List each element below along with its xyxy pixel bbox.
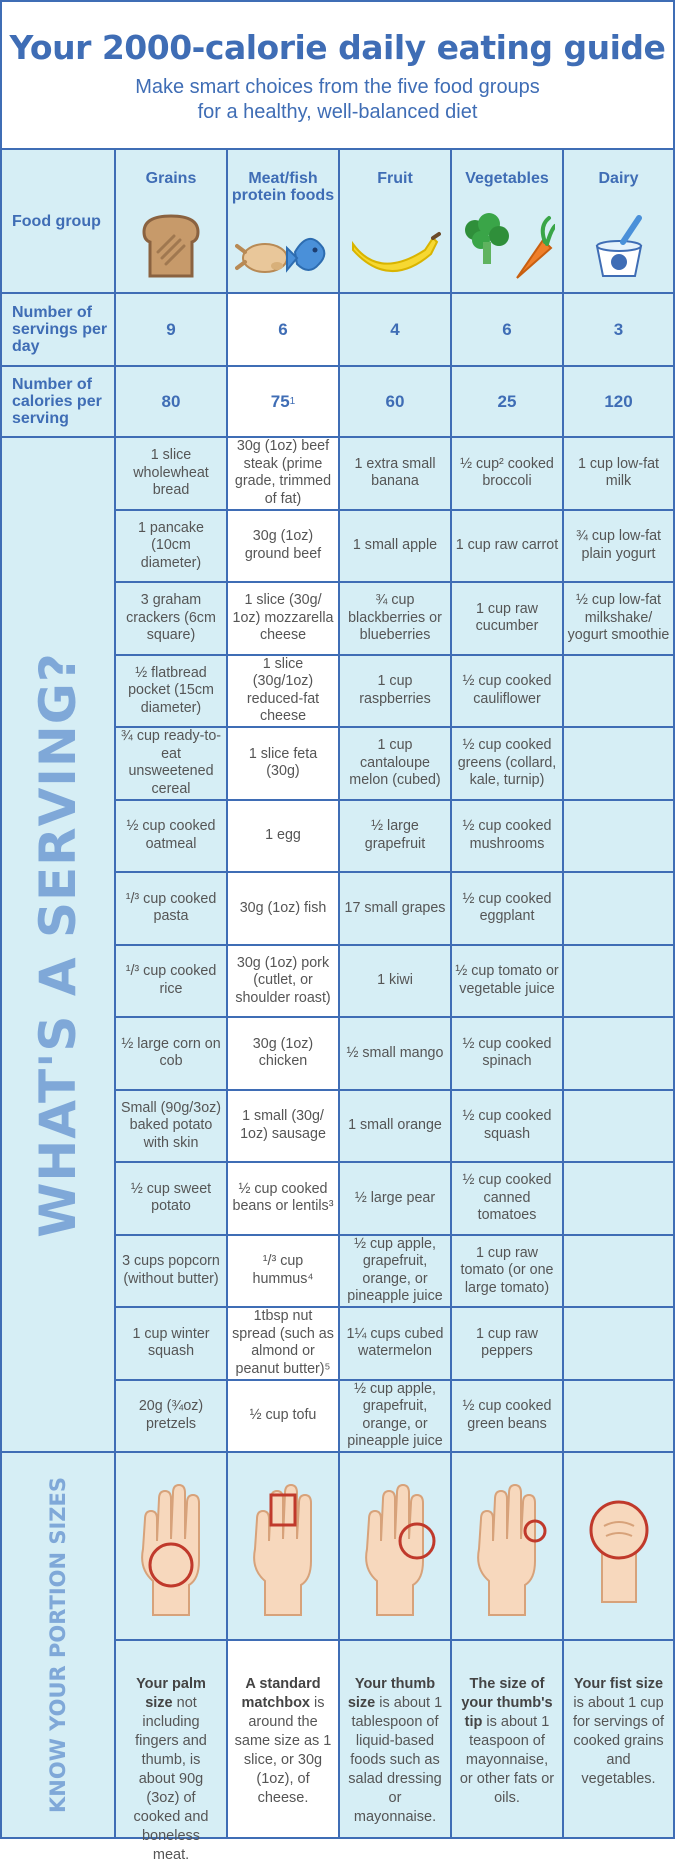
column-title: Vegetables: [465, 170, 549, 187]
servings-number: 9: [166, 319, 176, 339]
portion-illustration: [116, 1453, 228, 1641]
serving-cell: 20g (¾oz) pretzels: [116, 1381, 228, 1454]
portion-text: not including fingers and thumb, is about 90g (3oz) of cooked and boneless meat.: [133, 1695, 209, 1863]
serving-cell: ½ cup cooked greens (collard, kale, turnip): [452, 728, 564, 801]
serving-cell: 30g (1oz) chicken: [228, 1018, 340, 1091]
serving-cell: 1 cup raw tomato (or one large tomato): [452, 1236, 564, 1309]
serving-cell: [564, 1091, 673, 1164]
portion-illustration: [228, 1453, 340, 1641]
serving-cell: 1 cup winter squash: [116, 1308, 228, 1381]
serving-cell: ¾ cup blackberries or blueberries: [340, 583, 452, 656]
whats-a-serving-text: WHAT'S A SERVING?: [29, 651, 88, 1238]
serving-cell: ¹/³ cup cooked pasta: [116, 873, 228, 946]
serving-cell: 1 extra small banana: [340, 438, 452, 511]
serving-cell: 30g (1oz) beef steak (prime grade, trimmed of fat): [228, 438, 340, 511]
portion-bold-text: A standard matchbox: [241, 1676, 321, 1711]
column-header-fruit: [340, 150, 452, 294]
serving-cell: ½ cup tomato or vegetable juice: [452, 946, 564, 1019]
thumb-hand-icon: [345, 1469, 445, 1624]
portion-text: is about 1 teaspoon of mayonnaise, or other fats or oils.: [459, 1714, 555, 1806]
serving-cell: ½ cup low-fat milkshake/ yogurt smoothie: [564, 583, 673, 656]
serving-cell: 1 small orange: [340, 1091, 452, 1164]
serving-cell: 1¼ cups cubed watermelon: [340, 1308, 452, 1381]
banana-icon: [340, 230, 450, 282]
serving-cell: ½ cup apple, grapefruit, orange, or pineapple juice: [340, 1236, 452, 1309]
calories-number: 80: [161, 391, 181, 411]
calories-value-fruit: [340, 367, 452, 438]
serving-cell: ½ cup cooked squash: [452, 1091, 564, 1164]
food-guide-table: [0, 148, 675, 1863]
serving-cell: ½ cup cooked eggplant: [452, 873, 564, 946]
portion-illustration: [564, 1453, 673, 1641]
servings-number: 6: [502, 319, 512, 339]
column-title: Grains: [145, 170, 197, 187]
serving-cell: ½ large pear: [340, 1163, 452, 1236]
portion-text: is about 1 cup for servings of cooked grains and vegetables.: [572, 1695, 665, 1787]
bread-icon: [116, 210, 226, 282]
broccoli-carrot-icon: [452, 212, 562, 282]
serving-cell: 1 slice feta (30g): [228, 728, 340, 801]
serving-cell: 1 slice (30g/1oz) reduced-fat cheese: [228, 656, 340, 729]
serving-cell: [564, 946, 673, 1019]
portion-text: is about 1 tablespoon of liquid-based foods such as salad dressing or mayonnaise.: [348, 1695, 443, 1825]
servings-number: 3: [613, 319, 624, 339]
serving-cell: 1tbsp nut spread (such as almond or peanut butter)⁵: [228, 1308, 340, 1381]
thumb-tip-hand-icon: [457, 1469, 557, 1624]
serving-cell: 1 slice (30g/ 1oz) mozzarella cheese: [228, 583, 340, 656]
portion-illustration: [340, 1453, 452, 1641]
serving-cell: ½ large grapefruit: [340, 801, 452, 874]
column-header-vegetables: [452, 150, 564, 294]
serving-cell: ½ cup cooked canned tomatoes: [452, 1163, 564, 1236]
know-your-portion-sizes-label: [2, 1453, 116, 1837]
column-title: Meat/fish protein foods: [231, 170, 335, 204]
serving-cell: 3 cups popcorn (without butter): [116, 1236, 228, 1309]
column-title: Dairy: [598, 170, 639, 187]
serving-cell: ¾ cup low-fat plain yogurt: [564, 511, 673, 584]
serving-cell: 3 graham crackers (6cm square): [116, 583, 228, 656]
matchbox-hand-icon: [233, 1469, 333, 1624]
portion-bold-text: Your thumb size: [347, 1676, 436, 1711]
column-header-dairy: [564, 150, 673, 294]
serving-cell: 1 cup cantaloupe melon (cubed): [340, 728, 452, 801]
portion-bold-text: Your palm size: [136, 1676, 206, 1711]
serving-cell: ½ cup cooked green beans: [452, 1381, 564, 1454]
portion-bold-text: The size of your thumb's tip: [461, 1676, 553, 1730]
serving-cell: 1 cup raw carrot: [452, 511, 564, 584]
serving-cell: 1 cup low-fat milk: [564, 438, 673, 511]
serving-cell: ½ cup cooked mushrooms: [452, 801, 564, 874]
whats-a-serving-label: [2, 438, 116, 1453]
calories-value-grains: [116, 367, 228, 438]
calories-value-vegetables: [452, 367, 564, 438]
serving-cell: 30g (1oz) ground beef: [228, 511, 340, 584]
serving-cell: 1 kiwi: [340, 946, 452, 1019]
serving-cell: [564, 873, 673, 946]
serving-cell: 1 pancake (10cm diameter): [116, 511, 228, 584]
servings-value-dairy: [564, 294, 673, 367]
fist-icon: [584, 1484, 654, 1609]
calories-number: 120: [604, 391, 633, 411]
calories-value-meat-fish: [228, 367, 340, 438]
serving-cell: 1 small apple: [340, 511, 452, 584]
servings-value-meat-fish: [228, 294, 340, 367]
serving-cell: Small (90g/3oz) baked potato with skin: [116, 1091, 228, 1164]
row-label-food-group: Food group: [2, 150, 116, 294]
serving-cell: 30g (1oz) fish: [228, 873, 340, 946]
column-title: Fruit: [377, 170, 413, 187]
column-header-grains: [116, 150, 228, 294]
serving-cell: ½ cup tofu: [228, 1381, 340, 1454]
serving-cell: ¹/³ cup cooked rice: [116, 946, 228, 1019]
serving-cell: ½ cup cooked beans or lentils³: [228, 1163, 340, 1236]
calories-number: 75: [270, 391, 290, 411]
serving-cell: 30g (1oz) pork (cutlet, or shoulder roast): [228, 946, 340, 1019]
portion-text: is around the same size as 1 slice, or 30g (1oz), of cheese.: [234, 1695, 332, 1806]
portion-illustration: [452, 1453, 564, 1641]
serving-cell: ½ cup sweet potato: [116, 1163, 228, 1236]
column-header-meat-fish: [228, 150, 340, 294]
serving-cell: 1 cup raw cucumber: [452, 583, 564, 656]
portion-description: [116, 1641, 228, 1863]
serving-cell: 1 small (30g/ 1oz) sausage: [228, 1091, 340, 1164]
footnote-marker: 1: [289, 395, 296, 407]
serving-cell: ¹/³ cup hummus⁴: [228, 1236, 340, 1309]
serving-cell: ½ cup cooked oatmeal: [116, 801, 228, 874]
calories-value-dairy: [564, 367, 673, 438]
portion-description: [564, 1641, 673, 1837]
portion-description: [452, 1641, 564, 1837]
serving-cell: 1 slice wholewheat bread: [116, 438, 228, 511]
servings-value-fruit: [340, 294, 452, 367]
row-label-servings: Number of servings per day: [2, 294, 116, 367]
serving-cell: 1 cup raw peppers: [452, 1308, 564, 1381]
serving-cell: [564, 728, 673, 801]
serving-cell: [564, 1018, 673, 1091]
header: [0, 0, 675, 148]
yogurt-icon: [564, 212, 673, 282]
calories-number: 25: [497, 391, 517, 411]
serving-cell: [564, 801, 673, 874]
serving-cell: [564, 1236, 673, 1309]
serving-cell: ¾ cup ready-to-eat unsweetened cereal: [116, 728, 228, 801]
portion-description: [228, 1641, 340, 1837]
subtitle-line-1: Make smart choices from the five food groups: [135, 76, 540, 98]
serving-cell: ½ small mango: [340, 1018, 452, 1091]
chicken-fish-icon: [228, 222, 338, 282]
serving-cell: ½ cup apple, grapefruit, orange, or pineapple juice: [340, 1381, 452, 1454]
serving-cell: ½ cup cooked cauliflower: [452, 656, 564, 729]
serving-cell: ½ cup cooked spinach: [452, 1018, 564, 1091]
serving-cell: [564, 1381, 673, 1454]
serving-cell: 1 egg: [228, 801, 340, 874]
know-portion-sizes-text: KNOW YOUR PORTION SIZES: [46, 1477, 70, 1813]
serving-cell: ½ flatbread pocket (15cm diameter): [116, 656, 228, 729]
row-label-calories: Number of calories per serving: [2, 367, 116, 438]
servings-number: 4: [390, 319, 400, 339]
serving-cell: 1 cup raspberries: [340, 656, 452, 729]
portion-description: [340, 1641, 452, 1837]
serving-cell: [564, 656, 673, 729]
calories-number: 60: [385, 391, 405, 411]
serving-cell: [564, 1308, 673, 1381]
serving-cell: ½ cup² cooked broccoli: [452, 438, 564, 511]
serving-cell: ½ large corn on cob: [116, 1018, 228, 1091]
palm-hand-icon: [121, 1469, 221, 1624]
servings-value-vegetables: [452, 294, 564, 367]
serving-cell: [564, 1163, 673, 1236]
serving-cell: 17 small grapes: [340, 873, 452, 946]
servings-value-grains: [116, 294, 228, 367]
subtitle-line-2: for a healthy, well-balanced diet: [197, 101, 478, 123]
servings-number: 6: [278, 319, 288, 339]
page-title: Your 2000-calorie daily eating guide: [9, 28, 666, 67]
portion-bold-text: Your fist size: [573, 1676, 664, 1692]
